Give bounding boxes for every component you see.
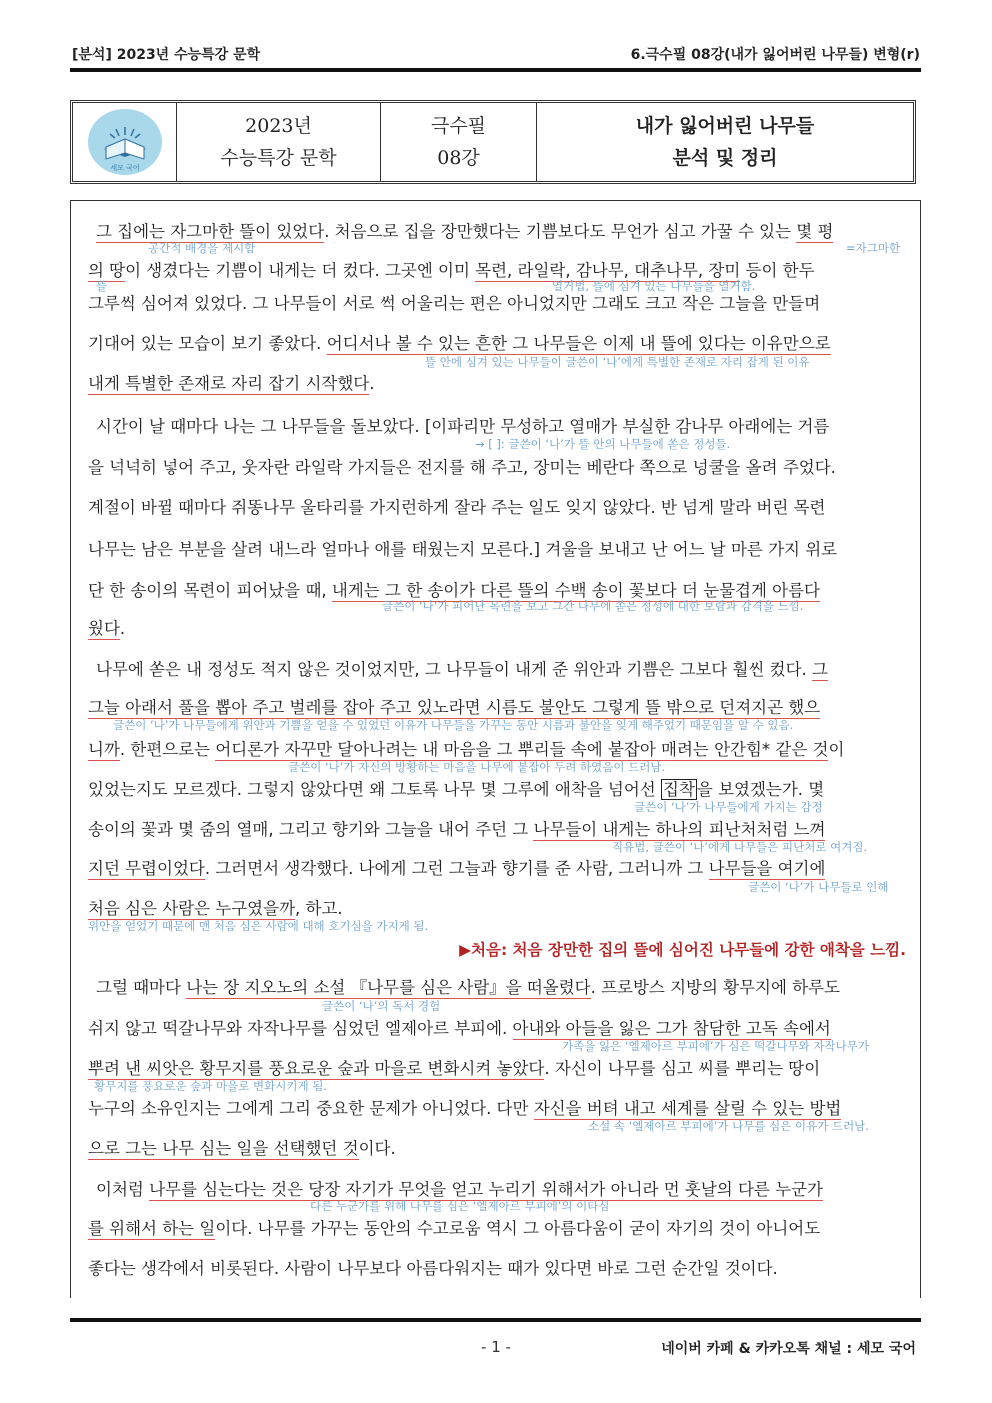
p3-line7: 처음 심은 사람은 누구였을까, 하고. [88, 899, 343, 918]
p3-note1: 글쓴이 ‘나’가 나무들에게 위안과 기쁨을 얻을 수 있었던 이유가 나무들을 가꾸는 동안 시름과 불안을 잊게 해주었기 때문임을 알 수 있음. [113, 718, 794, 732]
title-cell-work [537, 103, 913, 181]
attachment-word: 집착 [663, 780, 695, 799]
p1-note5: 뜰 안에 심겨 있는 나무들이 글쓴이 ‘나’에게 특별한 존재로 자리 잡게 된 이유 [425, 355, 810, 369]
logo-cell [73, 103, 177, 181]
p3-line1: 나무에 쏟은 내 정성도 적지 않은 것이었지만, 그 나무들이 내게 준 위안과 기쁨은 그보다 훨씬 컸다. 그 [96, 660, 828, 679]
p1-line5: 내게 특별한 존재로 자리 잡기 시작했다. [88, 374, 375, 393]
p2-line1: 시간이 날 때마다 나는 그 나무들을 돌보았다. [이파리만 무성하고 열매가 부실한 감나무 아래에는 거름 [96, 417, 830, 436]
p3-line2: 그늘 아래서 풀을 뽑아 주고 벌레를 잡아 주고 있노라면 시름도 불안도 그렇게 뜰 밖으로 던져지곤 했으 [88, 698, 821, 717]
p2-line2: 을 넉넉히 넣어 주고, 웃자란 라일락 가지들은 전지를 해 주고, 장미는 베란다 쪽으로 넝쿨을 올려 주었다. [88, 458, 836, 477]
lesson-genre: 극수필 [430, 115, 487, 137]
header-left: [분석] 2023년 수능특강 문학 [72, 47, 261, 63]
p4-line2: 쉬지 않고 떡갈나무와 자작나무를 심었던 엘제아르 부피에. 아내와 아들을 잃은 그가 참담한 고독 속에서 [88, 1019, 831, 1038]
page-number: - 1 - [481, 1338, 511, 1356]
book-name: 수능특강 문학 [220, 147, 337, 169]
p5-note1: 다른 누군가를 위해 나무를 심은 ‘엘제아르 부피에’의 이타심 [310, 1199, 610, 1213]
p1-note3: 뜰 [96, 279, 108, 293]
p2-note2: 글쓴이 ‘나’가 피어난 목련을 보고 그간 나무에 쏟은 정성에 대한 보람과 감격을 느낌. [382, 599, 804, 613]
p3-line4: 있었는지도 모르겠다. 그렇지 않았다면 왜 그토록 나무 몇 그루에 애착을 넘어선 집착 을 보였겠는가. 몇 [88, 780, 825, 799]
p3-note4: 직유법, 글쓴이 ‘나’에게 나무들은 피난처로 여겨짐. [612, 840, 868, 854]
p1-note4: 열거법, 뜰에 심겨 있는 나무들을 열거함. [552, 279, 756, 293]
p5-line2: 를 위해서 하는 일이다. 나무를 가꾸는 동안의 수고로움 역시 그 아름다움이 굳이 자기의 것이 아니어도 [88, 1219, 821, 1238]
p1-line3: 그루씩 심어져 있었다. 그 나무들이 서로 썩 어울리는 편은 아니었지만 그래도 크고 작은 그늘을 만들며 [88, 294, 821, 313]
p1-line2: 의 땅이 생겼다는 기쁨이 내게는 더 컸다. 그곳엔 이미 목련, 라일락, 감나무, 대추나무, 장미 등이 한두 [88, 261, 815, 280]
p1-line1: 그 집에는 자그마한 뜰이 있었다. 처음으로 집을 장만했다는 기쁨보다도 무언가 심고 가꿀 수 있는 몇 평 [96, 222, 834, 241]
p3-line3: 니까. 한편으로는 어디론가 자꾸만 달아나려는 내 마음을 그 뿌리들 속에 붙잡아 매려는 안간힘* 같은 것이 [88, 740, 845, 759]
p4-line4: 누구의 소유인지는 그에게 그리 중요한 문제가 아니었다. 다만 자신을 버텨 내고 세계를 살릴 수 있는 방법 [88, 1099, 842, 1118]
p2-line3: 계절이 바뀔 때마다 쥐똥나무 울타리를 가지런하게 잘라 주는 일도 잊지 않았다. 반 넘게 말라 버린 목련 [88, 498, 826, 517]
summary-line: ▶처음: 처음 장만한 집의 뜰에 심어진 나무들에 강한 애착을 느낌. [459, 941, 906, 959]
footer-rule [70, 1318, 921, 1322]
lesson-number: 08강 [437, 147, 480, 169]
p4-note2: 가족을 잃은 ‘엘제아르 부피에’가 심은 떡갈나무와 자작나무가 [562, 1039, 869, 1053]
p4-note1: 글쓴이 ‘나’의 독서 경험 [322, 999, 441, 1013]
p3-note5: 글쓴이 ‘나’가 나무들로 인해 [748, 880, 889, 894]
book-year: 2023년 [245, 115, 312, 137]
title-cell-lesson [381, 103, 537, 181]
header-right: 6.극수필 08강(내가 잃어버린 나무들) 변형(r) [630, 47, 920, 63]
header-rule [70, 68, 921, 72]
p3-line6: 지던 무렵이었다. 그러면서 생각했다. 나에게 그런 그늘과 향기를 준 사람, 그러니까 그 나무들을 여기에 [88, 859, 826, 878]
p4-note3: 황무지를 풍요로운 숲과 마을로 변화시키게 됨. [94, 1079, 328, 1093]
svg-text:세모 국어: 세모 국어 [109, 164, 140, 172]
p3-line5: 송이의 꽃과 몇 줌의 열매, 그리고 향기와 그늘을 내어 주던 그 나무들이 내게는 하나의 피난처처럼 느껴 [88, 820, 826, 839]
p2-line6: 웠다. [88, 619, 126, 638]
p3-note6: 위안을 얻었기 때문에 맨 처음 심은 사람에 대해 호기심을 가지게 됨. [88, 919, 429, 933]
p1-note1: 공간적 배경을 제시함 [148, 241, 256, 255]
p5-line3: 좋다는 생각에서 비롯된다. 사람이 나무보다 아름다워지는 때가 있다면 바로 그런 순간일 것이다. [88, 1259, 778, 1278]
p3-note3: 글쓴이 ‘나’가 나무들에게 가지는 감정 [634, 800, 823, 814]
p4-note4: 소설 속 ‘엘제아르 부피에’가 나무를 심은 이유가 드러남. [588, 1119, 869, 1133]
logo-icon [86, 107, 164, 177]
p3-note2: 글쓴이 ‘나’가 자신의 방황하는 마음을 나무에 붙잡아 두려 하였음이 드러남. [288, 760, 666, 774]
p1-note2: =자그마한 [846, 241, 901, 255]
title-box [70, 100, 916, 184]
p1-line4: 기대어 있는 모습이 보기 좋았다. 어디서나 볼 수 있는 흔한 그 나무들은 이제 내 뜰에 있다는 이유만으로 [88, 334, 831, 353]
p4-line3: 뿌려 낸 씨앗은 황무지를 풍요로운 숲과 마을로 변화시켜 놓았다. 자신이 나무를 심고 씨를 뿌리는 땅이 [88, 1059, 821, 1078]
p2-line4: 나무는 남은 부분을 살려 내느라 얼마나 애를 태웠는지 모른다.] 겨울을 보내고 난 어느 날 마른 가지 위로 [88, 540, 838, 559]
p2-line5: 단 한 송이의 목련이 피어났을 때, 내게는 그 한 송이가 다른 뜰의 수백 송이 꽃보다 더 눈물겹게 아름다 [88, 581, 820, 600]
title-cell-book [177, 103, 381, 181]
footer-credit: 네이버 카페 & 카카오톡 채널 : 세모 국어 [661, 1341, 916, 1357]
p5-line1: 이처럼 나무를 심는다는 것은 당장 자기가 무엇을 얻고 누리기 위해서가 아니라 먼 훗날의 다른 누군가 [96, 1180, 823, 1199]
work-title: 내가 잃어버린 나무들 [635, 115, 815, 137]
work-subtitle: 분석 및 정리 [672, 147, 778, 169]
p4-line1: 그럴 때마다 나는 장 지오노의 소설 『나무를 심은 사람』을 떠올렸다. 프로방스 지방의 황무지에 하루도 [96, 978, 840, 997]
p2-note1: → [ ]: 글쓴이 ‘나’가 뜰 안의 나무들에 쏟은 정성들. [475, 437, 731, 451]
p4-line5: 으로 그는 나무 심는 일을 선택했던 것이다. [88, 1139, 396, 1158]
